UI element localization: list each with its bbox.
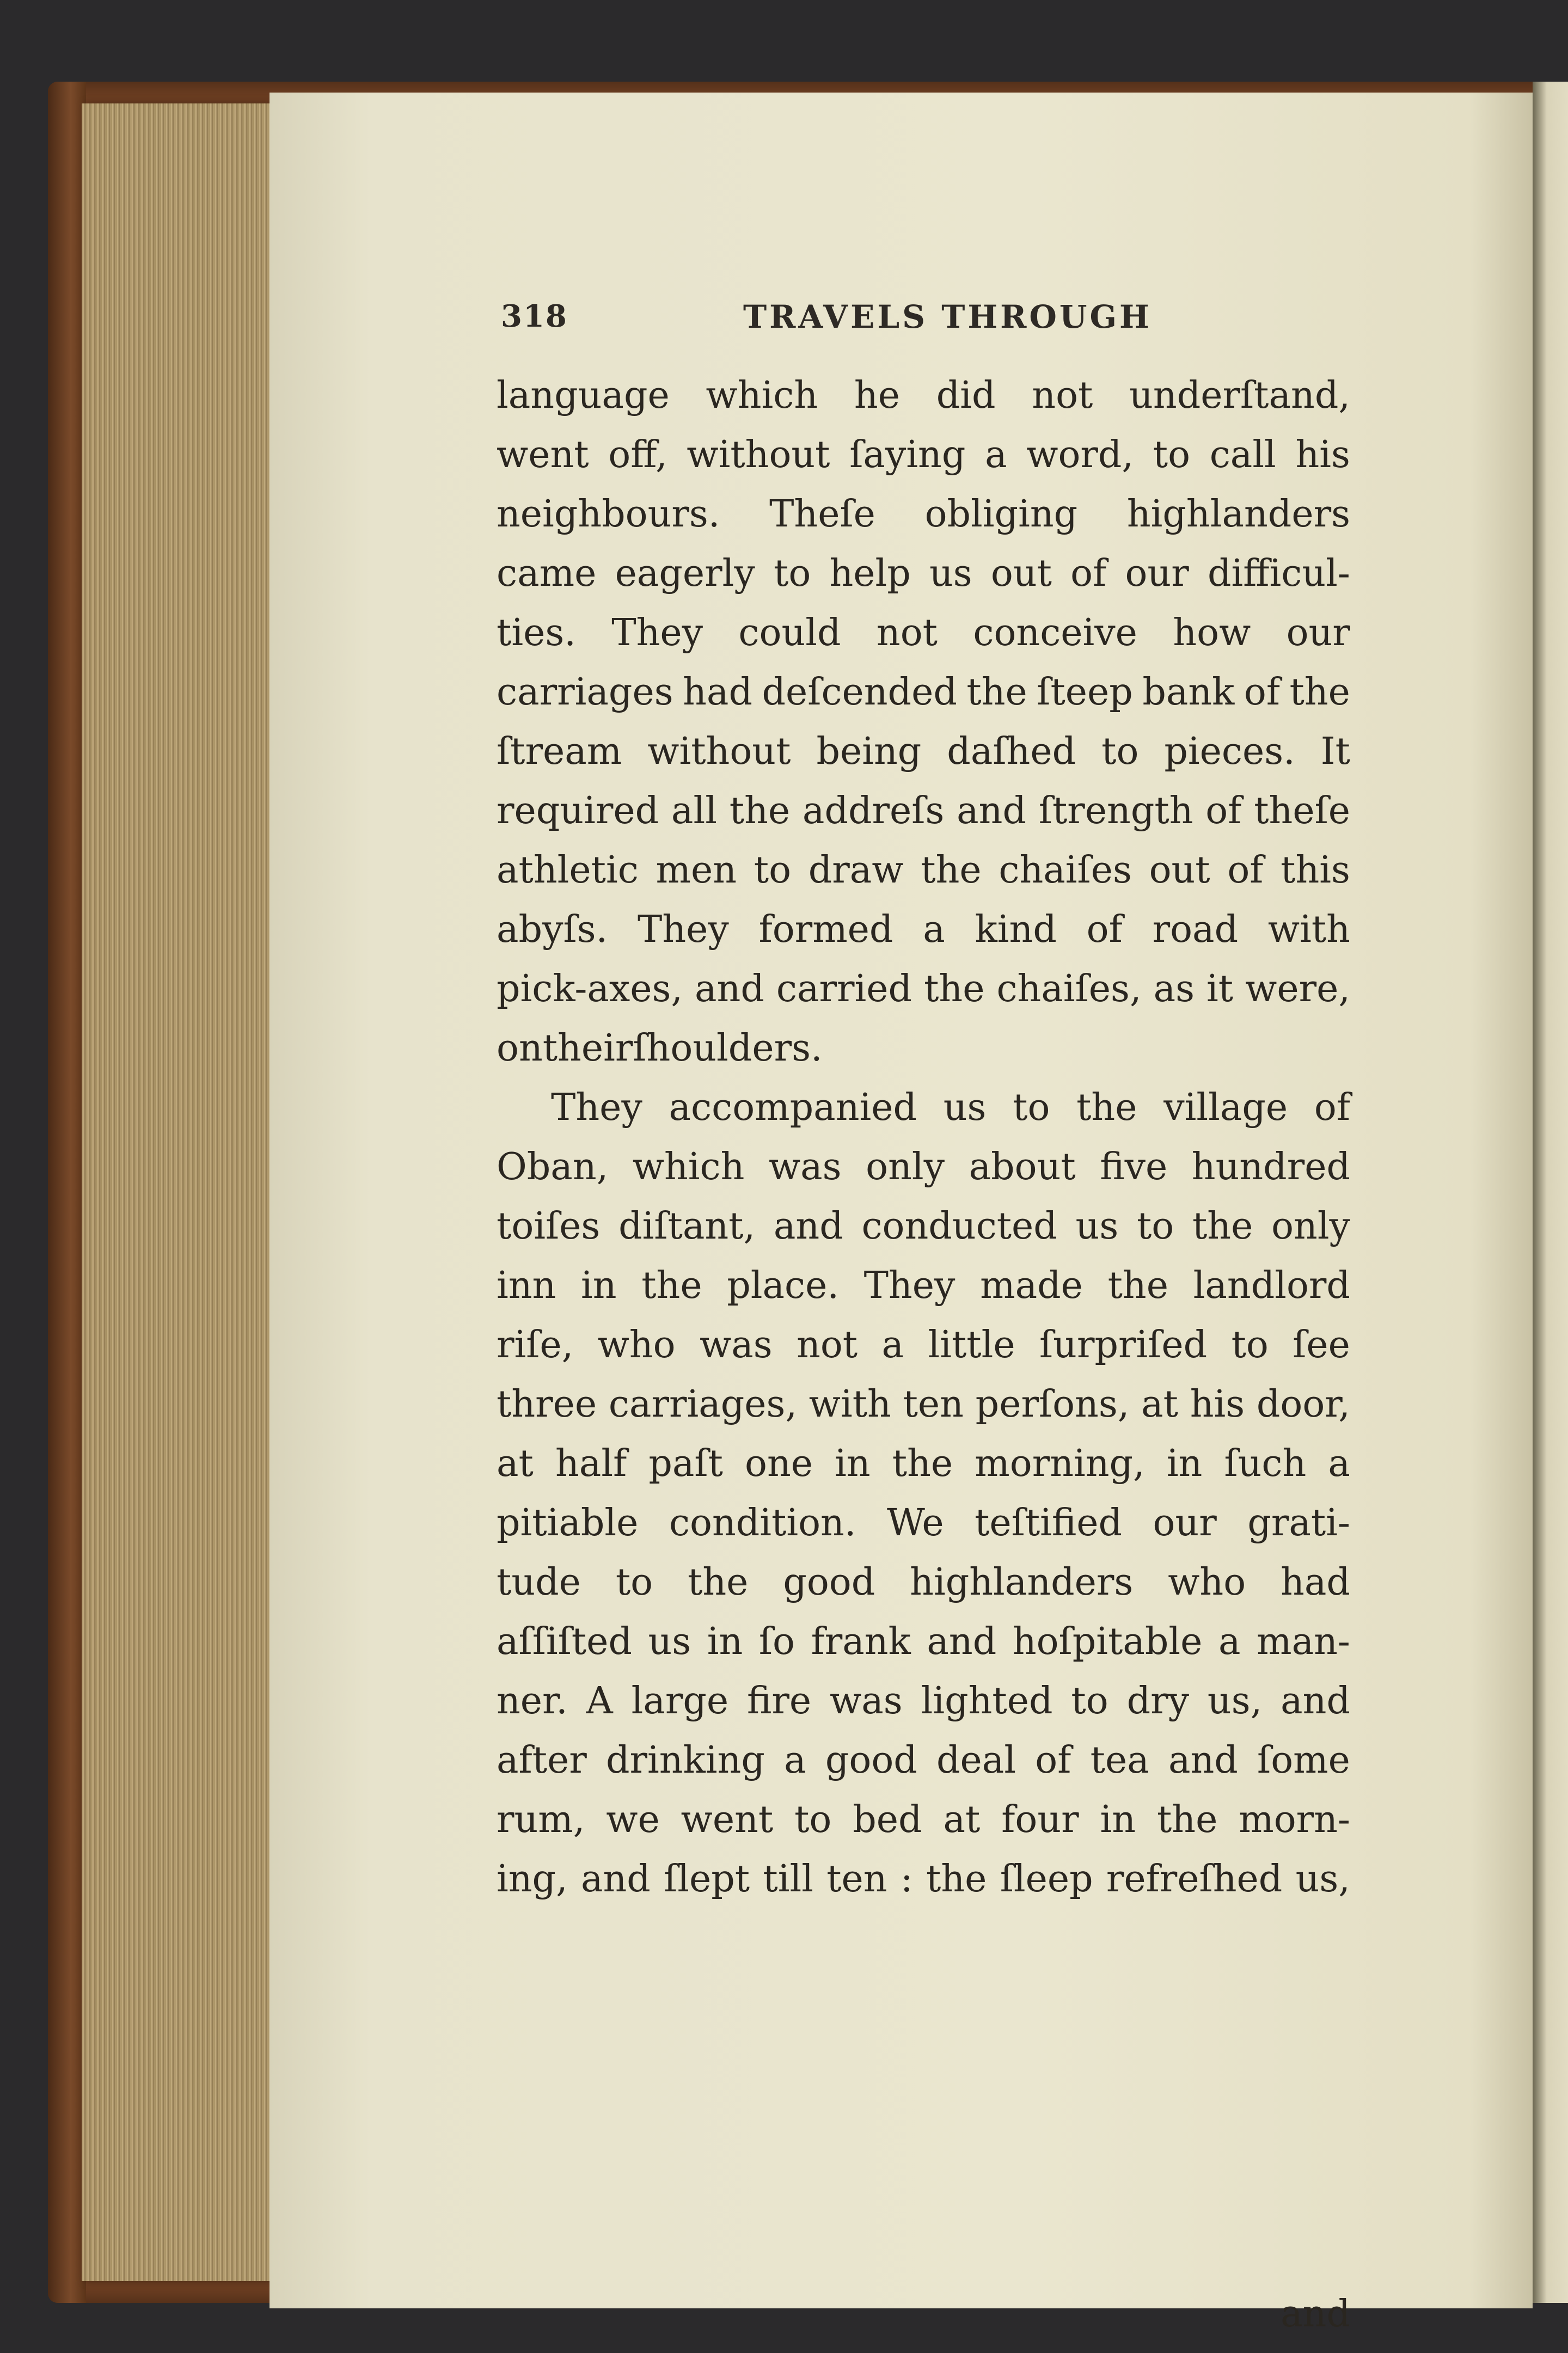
text-line [497,1671,1350,1731]
word: morning, [975,1442,1145,1485]
word: carriages [497,671,673,714]
book-spine [48,82,86,2303]
word: was [768,1145,842,1188]
word: toiſes [497,1205,601,1248]
word: the [641,1264,702,1307]
text-line [497,722,1350,781]
word: obliging [924,493,1078,536]
word: bank [1142,671,1235,714]
word: till [763,1858,813,1901]
word: underſtand, [1129,374,1350,417]
word: ſteep [1037,671,1133,714]
word: It [1320,730,1350,773]
word: They [611,611,703,654]
text-line [497,1078,1350,1137]
word: athletic [497,849,639,892]
page-block-edge [82,103,278,2281]
word: the [924,967,985,1010]
word: of [1070,552,1107,595]
word: help [829,552,911,595]
word: : [900,1858,913,1901]
word: daſhed [947,730,1076,773]
word: after [497,1739,587,1782]
word: Theſe [769,493,875,536]
word: of [1314,1086,1350,1129]
word: a [1328,1442,1350,1485]
word: ſuch [1224,1442,1307,1485]
word: chaiſes, [996,967,1142,1010]
word: a [985,433,1007,476]
word: and [957,789,1027,832]
word: out [990,552,1052,595]
word: it [1206,967,1234,1010]
word: on [497,1027,543,1070]
word: only [866,1145,945,1188]
word: a [881,1323,904,1367]
word: us, [1207,1680,1263,1723]
word: pieces. [1164,730,1295,773]
word: Oban, [497,1145,609,1188]
word: kind [975,908,1057,951]
word: did [936,374,996,417]
word: about [969,1145,1076,1188]
word: frank [811,1620,911,1663]
text-line [497,1612,1350,1671]
word: conducted [861,1205,1057,1248]
word: dry [1126,1680,1190,1723]
word: language [497,374,670,417]
word: abyſs. [497,908,608,951]
word: to [1136,1205,1174,1248]
word: men [656,849,737,892]
word: went [681,1798,774,1841]
word: little [928,1323,1015,1367]
word: one [745,1442,813,1485]
word: our [1286,611,1350,654]
word: his [1295,433,1350,476]
word: the [926,1858,987,1901]
word: ſaying [849,433,966,476]
word: the [729,789,791,832]
word: pick-axes, [497,967,683,1010]
text-line [497,1731,1350,1790]
word: had [683,671,752,714]
word: landlord [1193,1264,1350,1307]
word: ſtrength [1038,789,1193,832]
word: perſons, [975,1383,1130,1426]
word: the [921,849,982,892]
word: out [1149,849,1210,892]
word: to [1231,1323,1269,1367]
word: in [707,1620,743,1663]
word: place. [727,1264,839,1307]
word: we [606,1798,660,1841]
word: and [580,1858,651,1901]
word: he [854,374,900,417]
word: a [784,1739,806,1782]
word: theſe [1254,789,1350,832]
word: good [783,1561,875,1604]
word: not [1032,374,1093,417]
text-line [497,1197,1350,1256]
word: riſe, [497,1323,574,1367]
word: ſee [1293,1323,1350,1367]
word: the [966,671,1027,714]
text-line [497,1849,1350,1909]
word: our [1125,552,1189,595]
word: a [923,908,945,951]
word: the [1107,1264,1168,1307]
word: road [1152,908,1239,951]
word: who [597,1323,676,1367]
text-line [497,544,1350,603]
word: made [980,1264,1083,1307]
catchword-row [497,2284,1350,2344]
word: carried [776,967,912,1010]
text-line [497,841,1350,900]
word: man- [1257,1620,1350,1663]
text-line [497,663,1350,722]
word: and [1281,1680,1350,1723]
word: the [1076,1086,1137,1129]
word: all [671,789,717,832]
text-line [497,1137,1350,1197]
word: They [637,908,729,951]
word: They [863,1264,955,1307]
word: went [497,433,589,476]
word: good [825,1739,917,1782]
word: ing, [497,1858,568,1901]
word: draw [808,849,904,892]
word: at [1141,1383,1178,1426]
word: ſtream [497,730,622,773]
page-header [501,298,1350,353]
word: door, [1256,1383,1350,1426]
word: of [1035,1739,1071,1782]
word: tude [497,1561,581,1604]
word: difficul- [1207,552,1350,595]
word: to [754,849,792,892]
word: us [943,1086,987,1129]
text-line [497,1315,1350,1375]
word: They [551,1086,642,1129]
text-line [497,366,1350,425]
word: their [542,1027,633,1070]
word: of [1086,908,1123,951]
text-line [497,425,1350,485]
word: paſt [648,1442,723,1485]
word: We [886,1502,944,1545]
word: which [706,374,818,417]
text-line [497,1019,1350,1078]
text-line [497,781,1350,841]
word: the [1192,1205,1253,1248]
word: ties. [497,611,576,654]
word: of [1244,671,1281,714]
word: five [1100,1145,1168,1188]
word: being [816,730,922,773]
word: was [700,1323,773,1367]
word: could [738,611,841,654]
word: and [927,1620,997,1663]
word: accompanied [669,1086,917,1129]
word: in [1166,1442,1203,1485]
word: without [687,433,830,476]
word: three [497,1383,597,1426]
word: which [632,1145,745,1188]
word: were, [1245,967,1350,1010]
word: only [1271,1205,1350,1248]
word: deal [936,1739,1016,1782]
body-text [497,366,1350,1909]
text-line [497,1493,1350,1553]
word: this [1281,849,1350,892]
word: deſcended [762,671,957,714]
word: in [581,1264,617,1307]
word: and [1168,1739,1238,1782]
word: addreſs [802,789,945,832]
word: village [1163,1086,1288,1129]
word: us, [1295,1858,1350,1901]
word: a [1218,1620,1241,1663]
word: at [497,1442,534,1485]
word: bed [853,1798,922,1841]
running-head: TRAVELS THROUGH [743,298,1152,335]
word: word, [1026,433,1134,476]
word: ten [903,1383,964,1426]
word: refreſhed [1106,1858,1283,1901]
word: in [1100,1798,1136,1841]
word: hundred [1191,1145,1350,1188]
word: the [688,1561,749,1604]
word: ten [826,1858,887,1901]
word: four [1001,1798,1079,1841]
word: ſome [1257,1739,1350,1782]
word: came [497,552,597,595]
word: lighted [921,1680,1053,1723]
word: to [615,1561,653,1604]
word: diſtant, [618,1205,756,1248]
word: required [497,789,659,832]
word: not [797,1323,858,1367]
word: ſlept [664,1858,750,1901]
word: to [794,1798,832,1841]
word: drinking [606,1739,765,1782]
text-line [497,1256,1350,1315]
word: had [1281,1561,1350,1604]
word: as [1153,967,1195,1010]
word: inn [497,1264,556,1307]
text-line [497,1375,1350,1434]
word: eagerly [615,552,755,595]
word: with [808,1383,891,1426]
word: and [773,1205,843,1248]
word: us [1075,1205,1119,1248]
word: neighbours. [497,493,720,536]
word: off, [608,433,667,476]
word: half [555,1442,627,1485]
text-line [497,1790,1350,1849]
word: carriages, [608,1383,798,1426]
word: aſſiſted [497,1620,632,1663]
text-line [497,603,1350,663]
word: to [1013,1086,1050,1129]
text-line [497,485,1350,544]
word: was [830,1680,903,1723]
text-line [497,1553,1350,1612]
word: of [1227,849,1264,892]
paragraph-2 [497,1078,1350,1909]
word: conceive [973,611,1137,654]
text-line [497,1434,1350,1493]
word: our [1153,1502,1217,1545]
word: without [647,730,791,773]
word: in [835,1442,871,1485]
word: large [631,1680,729,1723]
word: the [1156,1798,1218,1841]
word: and [695,967,764,1010]
word: us [929,552,972,595]
word: condition. [669,1502,856,1545]
word: tea [1090,1739,1149,1782]
catchword: and [1281,2293,1350,2336]
word: highlanders [910,1561,1134,1604]
facing-page-edge [1533,82,1568,2303]
word: fire [747,1680,812,1723]
word: to [1101,730,1139,773]
word: to [774,552,811,595]
word: the [1289,671,1350,714]
word: ner. [497,1680,568,1723]
word: rum, [497,1798,585,1841]
word: the [892,1442,953,1485]
word: morn- [1239,1798,1350,1841]
word: to [1071,1680,1108,1723]
word: of [1205,789,1242,832]
word: formed [758,908,893,951]
word: teſtified [975,1502,1123,1545]
word: highlanders [1126,493,1350,536]
word: ſurpriſed [1039,1323,1208,1367]
word: us [648,1620,691,1663]
word: who [1168,1561,1246,1604]
word: ſhoulders. [633,1027,823,1070]
word: chaiſes [999,849,1132,892]
word: hoſpitable [1012,1620,1203,1663]
word: A [586,1680,613,1723]
paragraph-1 [497,366,1350,1078]
word: how [1173,611,1251,654]
text-line [497,959,1350,1019]
word: to [1153,433,1191,476]
word: with [1267,908,1350,951]
word: call [1209,433,1276,476]
word: at [943,1798,981,1841]
word: his [1190,1383,1245,1426]
word: ſo [758,1620,795,1663]
text-line [497,900,1350,959]
word: grati- [1247,1502,1350,1545]
page-number: 318 [501,298,568,334]
word: ſleep [1000,1858,1093,1901]
word: pitiable [497,1502,639,1545]
word: not [876,611,938,654]
